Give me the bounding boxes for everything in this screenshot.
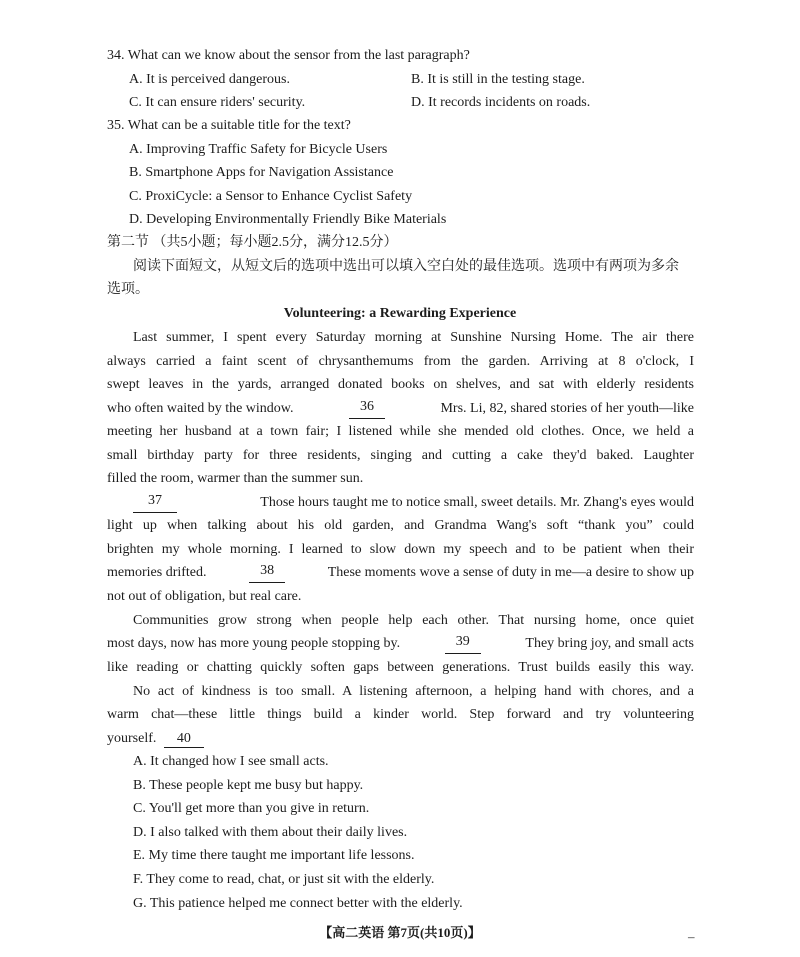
footer-dash: –: [688, 929, 695, 944]
blank-39: 39: [445, 634, 481, 654]
question-34-option-a: A. It is perceived dangerous.: [129, 72, 290, 87]
blank-38: 38: [249, 563, 285, 583]
passage-line: Communities grow strong when people help each other. That nursing home, once quiet: [133, 613, 694, 628]
passage-line: No act of kindness is too small. A listening afternoon, a helping hand with chores, and a: [133, 684, 694, 699]
passage-line: Last summer, I spent every Saturday morning at Sunshine Nursing Home. The air there: [133, 330, 694, 345]
blank-40: 40: [164, 731, 204, 748]
answer-option-f: F. They come to read, chat, or just sit with the elderly.: [133, 872, 435, 887]
answer-option-g: G. This patience helped me connect better with the elderly.: [133, 896, 463, 911]
passage-line: meeting her husband at a town fair; I listened while she mended old clothes. Once, we held a: [107, 424, 694, 439]
passage-line: filled the room, warmer than the summer sun.: [107, 471, 364, 486]
passage-text: memories drifted.: [107, 565, 207, 580]
question-35-option-d: D. Developing Environmentally Friendly Bike Materials: [129, 212, 447, 227]
section-instruction: 阅读下面短文，从短文后的选项中选出可以填入空白处的最佳选项。选项中有两项为多余: [133, 259, 679, 274]
passage-line-with-blank: [107, 399, 694, 419]
question-34-option-c: C. It can ensure riders' security.: [129, 95, 306, 110]
passage-line-with-blank: [107, 634, 694, 654]
answer-option-e: E. My time there taught me important life lessons.: [133, 848, 415, 863]
passage-line: always carried a faint scent of chrysanthemums from the garden. Arriving at 8 o'clock, I: [107, 354, 694, 369]
passage-line: brighten my whole morning. I learned to slow down my speech and to be patient when their: [107, 542, 694, 557]
passage-title: Volunteering: a Rewarding Experience: [283, 306, 517, 321]
question-35-option-c: C. ProxiCycle: a Sensor to Enhance Cyclist Safety: [129, 189, 413, 204]
answer-option-b: B. These people kept me busy but happy.: [133, 778, 364, 793]
question-34-option-b: B. It is still in the testing stage.: [411, 72, 585, 87]
passage-line-with-blank: [107, 563, 694, 583]
question-35-option-a: A. Improving Traffic Safety for Bicycle Users: [129, 142, 388, 157]
question-34-option-d: D. It records incidents on roads.: [411, 95, 591, 110]
passage-text: These moments wove a sense of duty in me—a desire to show up: [327, 565, 694, 580]
passage-line: warm chat—these little things build a kinder world. Step forward and try volunteering: [107, 707, 694, 722]
passage-text: yourself.: [107, 731, 157, 746]
passage-line: not out of obligation, but real care.: [107, 589, 302, 604]
answer-option-d: D. I also talked with them about their daily lives.: [133, 825, 408, 840]
question-35-stem: 35. What can be a suitable title for the text?: [107, 118, 351, 133]
question-34-stem: 34. What can we know about the sensor from the last paragraph?: [107, 48, 470, 63]
answer-option-a: A. It changed how I see small acts.: [133, 754, 329, 769]
passage-text: who often waited by the window.: [107, 401, 294, 416]
passage-line-with-blank: [133, 493, 694, 513]
blank-36: 36: [349, 399, 385, 419]
section-instruction-cont: 选项。: [107, 282, 149, 297]
passage-line: swept leaves in the yards, arranged donated books on shelves, and sat with elderly residents: [107, 377, 694, 392]
question-35-option-b: B. Smartphone Apps for Navigation Assistance: [129, 165, 394, 180]
passage-text: They bring joy, and small acts: [525, 636, 694, 651]
passage-text: Mrs. Li, 82, shared stories of her youth—like: [440, 401, 694, 416]
blank-37: 37: [133, 493, 177, 513]
section-header: 第二节 （共5小题；每小题2.5分，满分12.5分）: [107, 235, 398, 250]
passage-line-with-blank: [107, 729, 208, 749]
passage-text: Those hours taught me to notice small, sweet details. Mr. Zhang's eyes would: [260, 495, 694, 510]
page-footer: 【高二英语 第7页(共10页)】: [319, 925, 481, 940]
passage-line: light up when talking about his old garden, and Grandma Wang's soft “thank you” could: [107, 518, 694, 533]
passage-text: most days, now has more young people stopping by.: [107, 636, 401, 651]
passage-line: small birthday party for three residents, singing and cutting a cake they'd baked. Laughter: [107, 448, 694, 463]
passage-line: like reading or chatting quickly soften gaps between generations. Trust builds easily this way.: [107, 660, 694, 675]
answer-option-c: C. You'll get more than you give in return.: [133, 801, 370, 816]
